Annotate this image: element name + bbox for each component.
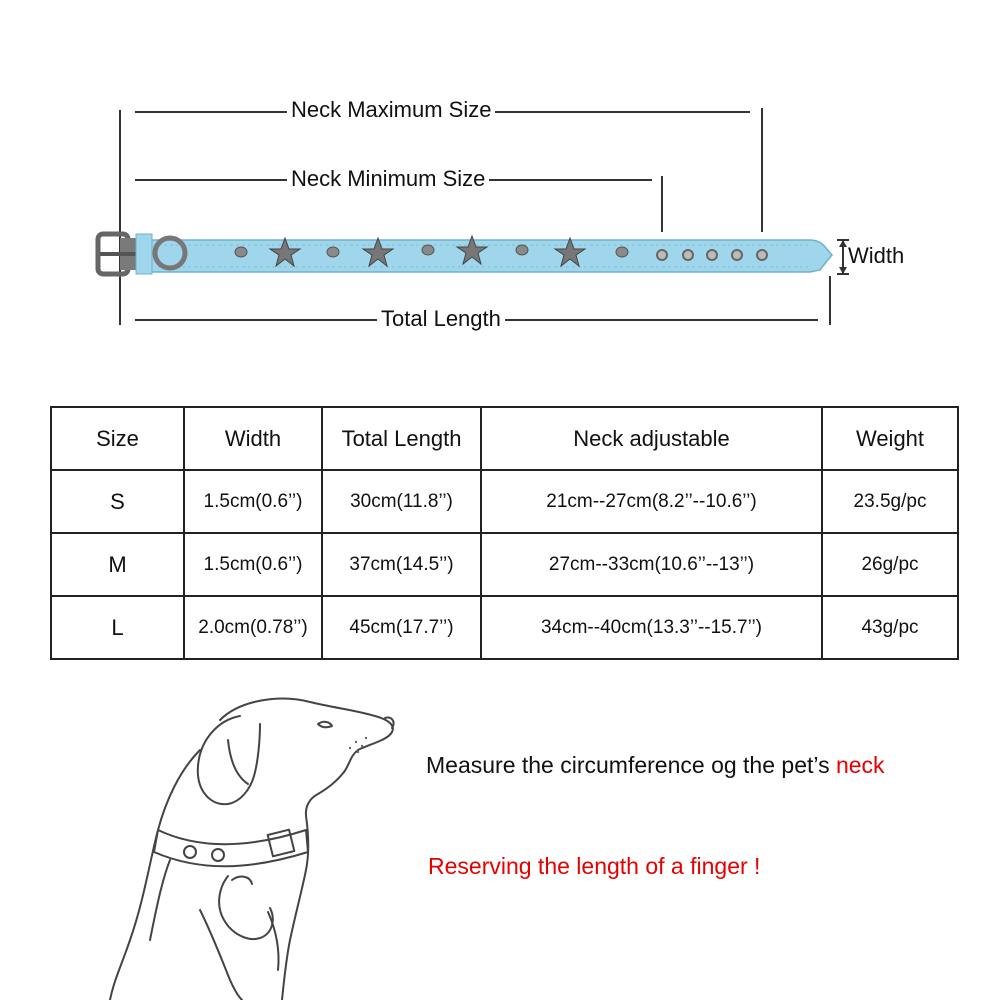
neck-min-label: Neck Minimum Size xyxy=(287,166,489,192)
cell-weight: 23.5g/pc xyxy=(822,470,958,533)
dog-head-outline xyxy=(220,699,393,772)
measure-instruction-text: Measure the circumference og the pet’s xyxy=(426,752,836,778)
total-length-label: Total Length xyxy=(377,306,505,332)
header-total-length: Total Length xyxy=(322,407,481,470)
dog-measuring-illustration xyxy=(100,680,420,1000)
header-neck-adjustable: Neck adjustable xyxy=(481,407,822,470)
header-size: Size xyxy=(51,407,184,470)
dog-chest xyxy=(282,816,308,1000)
cell-total-length: 45cm(17.7’’) xyxy=(322,596,481,659)
cell-neck-adjustable: 34cm--40cm(13.3’’--15.7’’) xyxy=(481,596,822,659)
measure-instruction xyxy=(426,752,885,779)
dog-ear-outline xyxy=(198,716,260,804)
cell-neck-adjustable: 27cm--33cm(10.6’’--13’’) xyxy=(481,533,822,596)
cell-size: S xyxy=(51,470,184,533)
cell-width: 1.5cm(0.6’’) xyxy=(184,533,322,596)
cell-neck-adjustable: 21cm--27cm(8.2’’--10.6’’) xyxy=(481,470,822,533)
table-row xyxy=(51,470,958,533)
cell-size: L xyxy=(51,596,184,659)
collar-strap xyxy=(150,240,832,272)
cell-width: 2.0cm(0.78’’) xyxy=(184,596,322,659)
cell-total-length: 37cm(14.5’’) xyxy=(322,533,481,596)
measure-instruction-highlight: neck xyxy=(835,752,885,778)
width-label: Width xyxy=(848,243,905,268)
finger-reserve-note: Reserving the length of a finger ! xyxy=(428,853,761,879)
dog-collar xyxy=(154,830,308,866)
hand-outline xyxy=(219,876,273,939)
neck-max-label: Neck Maximum Size xyxy=(287,97,495,123)
header-weight: Weight xyxy=(822,407,958,470)
cell-total-length: 30cm(11.8’’) xyxy=(322,470,481,533)
size-chart-table xyxy=(50,406,959,660)
table-header-row xyxy=(51,407,958,470)
cell-size: M xyxy=(51,533,184,596)
dog-neck-back xyxy=(110,750,200,1000)
table-row xyxy=(51,596,958,659)
table-row xyxy=(51,533,958,596)
header-width: Width xyxy=(184,407,322,470)
cell-width: 1.5cm(0.6’’) xyxy=(184,470,322,533)
cell-weight: 26g/pc xyxy=(822,533,958,596)
cell-weight: 43g/pc xyxy=(822,596,958,659)
